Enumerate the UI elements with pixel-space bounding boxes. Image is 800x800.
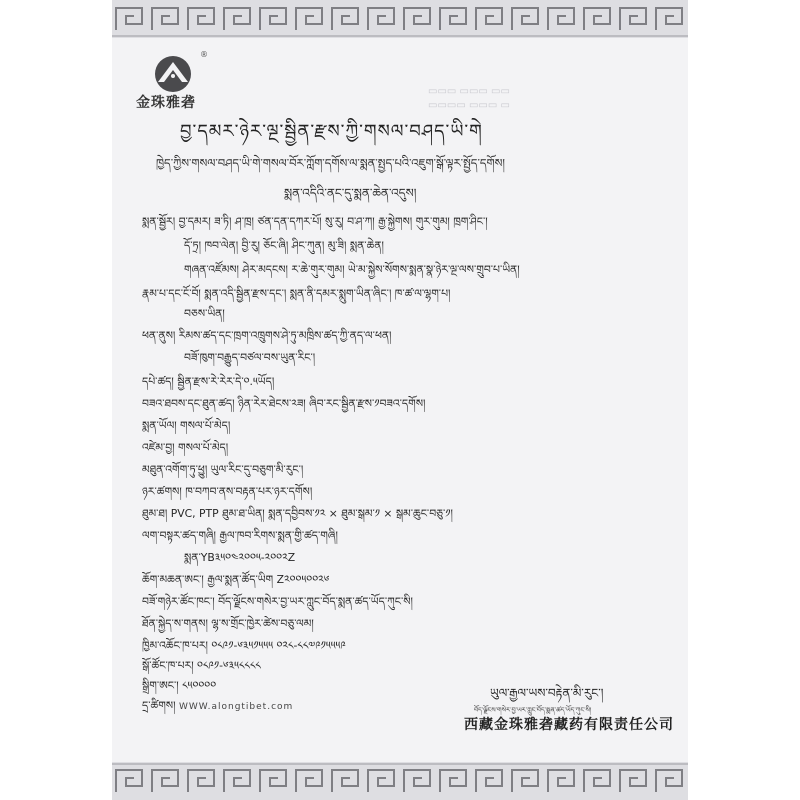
row-value: PVC, PTP ཐུམ་ཐ་ཡིན། སྨན་དབྱིབས་༡༢ × ཐུམ་སྒམ་༡ × སྒམ་ཆུང་བཅུ་༡། — [170, 507, 453, 520]
row-value: རྒྱལ་སྨན་ཚོད་ཡིག Z༢༠༠༥༠༠༢༦ — [207, 573, 330, 586]
row-value: ༠༨༩༡-༦༣༥༨༨༨༨ — [197, 659, 261, 672]
row-value: རིམས་ཚད་དང་ཁྲག་འཁྲུགས་ཤེ་ཏུ་མཁྲིས་ཚད་ཀྱི་ནད་ལ་ཕན། — [178, 329, 392, 342]
row-label: རྣམ་པ་དང་ངོ་བོ། — [142, 287, 201, 300]
footer-tibetan-company: ཡུལ་རྒྱལ་ཡས་བརྟེན་མི་རུང་། — [490, 686, 604, 700]
row-label: ཐུམ་ཐ། — [142, 507, 168, 520]
row-label: ལག་བསྟར་ཚད་གཞི། — [142, 529, 216, 542]
row-label: དཔེ་ཚད། — [142, 375, 174, 388]
top-border-pattern — [112, 0, 688, 38]
info-row-package — [142, 502, 672, 526]
footer-company-name: 西藏金珠雅砻藏药有限责任公司 — [464, 717, 674, 733]
row-label: སྨན་ཡོལ། — [142, 419, 177, 432]
row-label: མཐུན་འགོག་ཏུ་ཕྱུ། — [142, 463, 208, 476]
row-value: ཡུལ་རིང་དུ་བཅུག་མི་རུང་། — [210, 463, 304, 476]
info-row-precautions — [142, 458, 672, 482]
document-subtitle-2: སྨན་འདིའི་ནང་དུ་སྨན་ཆེན་འདུས། — [284, 186, 417, 200]
row-label: བཟོ་གཉེར་ཚོང་ཁང་། — [142, 595, 215, 608]
row-label: ཐོན་སྐྱེད་ས་གནས། — [142, 617, 208, 630]
row-value: ལྷ་ས་གྲོང་ཁྱེར་ཚེས་བཅུ་ལམ། — [211, 617, 314, 630]
row-label: ཕན་ནུས། — [142, 329, 176, 342]
row-value: སྦྱིན་རྫས་རེ་རེར་དེ་༠.༥ཡོད། — [177, 375, 275, 388]
row-label: ཁྱིམ་འཆོང་ཁ་པར། — [142, 639, 208, 652]
info-row-side-effects — [142, 414, 672, 438]
row-label: སྒྲིག་ཨང་། — [142, 679, 179, 692]
info-row-address — [142, 612, 672, 636]
show-through-mark: ▭▭▭▭ ▭▭▭ ▭ — [428, 100, 510, 111]
row-label: དྲ་ཚིགས། — [142, 699, 176, 712]
info-row-approval-number — [142, 568, 672, 592]
info-row-spec — [142, 370, 672, 394]
row-label: འཛེམ་བྱ། — [142, 441, 175, 454]
row-label: སྨན་སྦྱོར། — [142, 215, 176, 228]
info-row-dosage — [142, 392, 672, 416]
row-value: རྒྱལ་ཁབ་རིགས་སྨན་གྱི་ཚད་གཞི། — [219, 529, 338, 542]
document-title: བྱ་དམར་ཉེར་ལྔ་སྦྱིན་རྫས་ཀྱི་གསལ་བཤད་ཡི་གེ — [180, 121, 483, 142]
info-row-contraindications — [142, 436, 672, 460]
row-label: ཉར་ཚགས། — [142, 485, 182, 498]
row-value: བྱ་དམར། ཟ་ཏི། ཤ་ཁྲ། ཙན་དན་དཀར་པོ། སུ་རུ། བ་ཤ་ཀ། རྒྱ་སྐྱེགས། གུར་གུམ། ཁྲག་ཤིང་། — [178, 215, 488, 228]
show-through-mark: ▭▭▭ ▭▭▭ ▭▭ — [428, 86, 510, 97]
info-row-ingredients — [142, 210, 672, 234]
row-value: ཁ་བཀབ་ནས་བརྟན་པར་ཉར་དགོས། — [185, 485, 313, 498]
row-label: སྒོ་ཚོང་ཁ་པར། — [142, 659, 194, 672]
row-value: གསལ་པོ་མེད། — [180, 419, 231, 432]
document-subtitle: ཁྱེད་ཀྱིས་གསལ་བཤད་ཡི་གེ་གསལ་བོར་ཀློག་དགོས་ལ་སྨན་སྤྱད་པའི་འཇུག་སྒོ་ལྟར་སྤྱོད་དགོས། — [156, 156, 505, 170]
info-row-continuation: སྨན་YB༣༥༠༤༢༠༠༥-༢༠༠༢Z — [184, 551, 296, 564]
info-row-storage — [142, 480, 672, 504]
registered-mark: ® — [200, 50, 208, 59]
document-page — [112, 0, 688, 800]
footer-small-text: བོད་ལྗོངས་གསེར་བྱ་ཡར་ཀླུང་བོད་སྨན་ཚད་ཡོད་ཀུང་སི། — [474, 706, 592, 714]
info-row-effects — [142, 324, 672, 348]
row-value: གསལ་པོ་མེད། — [178, 441, 229, 454]
logo-text: 金珠雅砻 — [136, 95, 196, 111]
row-value: ཉིན་རེར་ཐེངས་༢ཟ། ཞིབ་རང་སྦྱིན་རྫས་༡བཟའ་དགོས། — [237, 397, 426, 410]
row-value: ༨༥༠༠༠༠ — [182, 679, 217, 692]
info-row-continuation: བཟོ་ཁུག་བརྒྱུད་བཙལ་བས་ཡུན་རིང་། — [184, 351, 316, 364]
bottom-border-pattern — [112, 762, 688, 800]
row-value: བོད་ལྗོངས་གསེར་བྱ་ཡར་ཀླུང་བོད་སྨན་ཚད་ཡོད་ཀུང་སི། — [218, 595, 413, 608]
info-row-continuation: གཞན་འཛོམས། ཤེར་མདངས། ར་ཆེ་གུར་གུམ། ཡེ་མ་སྐྱེས་སོགས་སྨན་སྣ་ཉེར་ལྔ་ལས་གྲུབ་པ་ཡིན། — [184, 263, 520, 276]
info-row-manufacturer — [142, 590, 672, 614]
row-label: ཆོག་མཆན་ཨང་། — [142, 573, 204, 586]
row-value: ༠༨༩༡-༦༣༥༡༥༥༥ ༠༢༨-༨༨༧༩༡༥༥༥༩ — [211, 639, 346, 652]
row-value: སྨན་འདི་སྦྱིན་རྫས་དང་། སྨན་ནི་དམར་སྨུག་ཡིན་ཞིང་། ཁ་ཚ་ལ་ལྷག་པ། — [204, 287, 451, 300]
info-row-standard — [142, 524, 672, 548]
website-link[interactable]: WWW.alongtibet.com — [178, 702, 294, 712]
info-row-continuation: དོ་ཏྲ། ཁབ་ལེན། བྱི་རུ། ཅོང་ཞི། ཤིང་ཀུན། མུ་ཟི། སྨན་ཆེན། — [184, 239, 384, 252]
row-label: བཟའ་ཐབས་དང་ཐུན་ཚད། — [142, 397, 235, 410]
info-row-continuation: བཅས་ཡིན། — [184, 307, 225, 320]
